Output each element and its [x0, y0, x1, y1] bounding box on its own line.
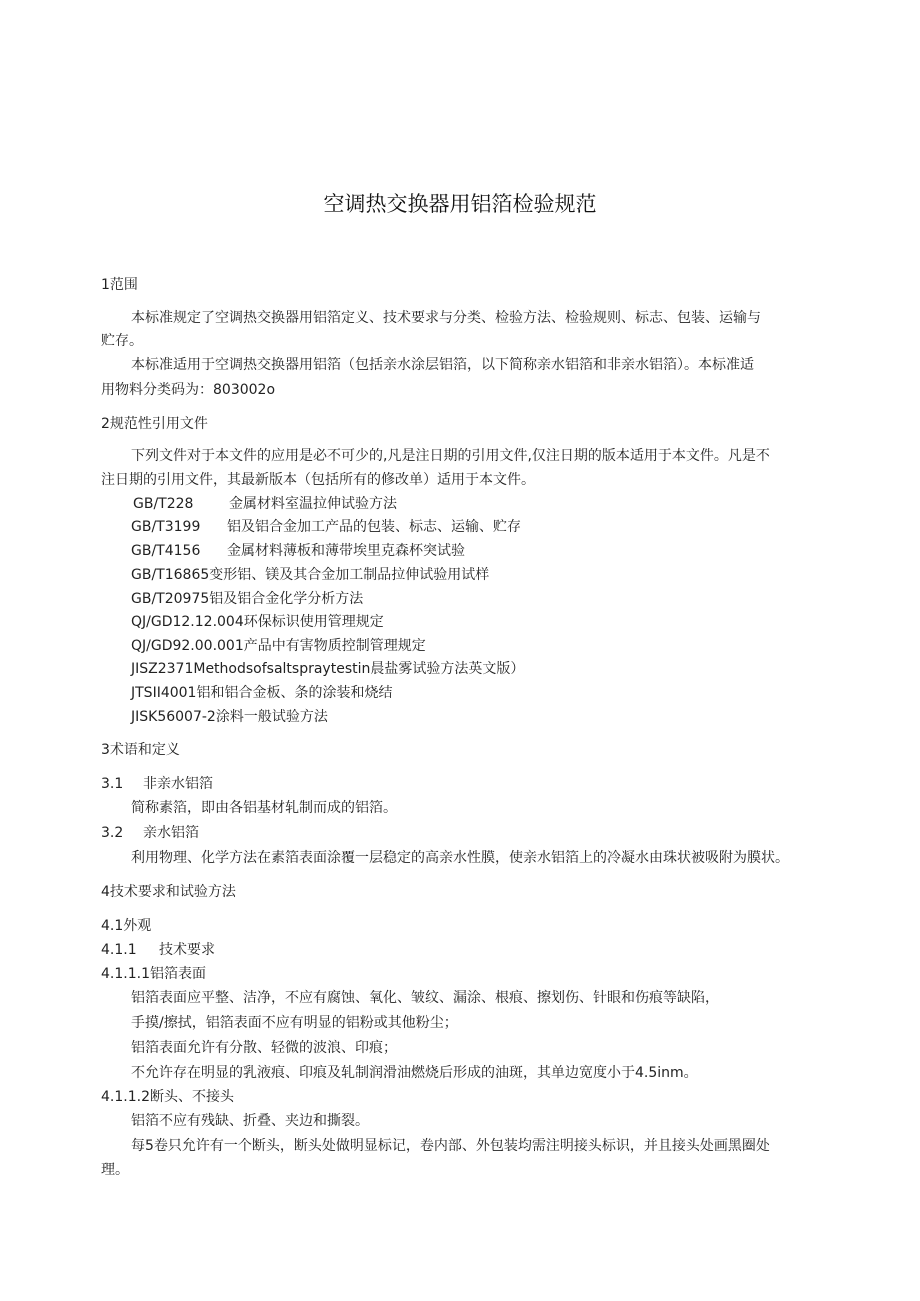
s2-paragraph-line-1: 下列文件对于本文件的应用是必不可少的,凡是注日期的引用文件,仅注日期的版本适用于本文件。凡是不	[131, 448, 770, 464]
section-1-heading: 1范围	[101, 277, 138, 293]
break-requirement: 铝箔不应有残缺、折叠、夹边和撕裂。	[131, 1113, 369, 1129]
subsection-4-1-heading: 4.1外观	[101, 918, 152, 934]
reference-item: QJ/GD12.12.004环保标识使用管理规定	[131, 614, 384, 630]
reference-item	[133, 495, 733, 513]
reference-code: GB/T228	[133, 496, 194, 512]
surface-requirement: 手摸/擦拭，铝箔表面不应有明显的铝粉或其他粉尘；	[131, 1015, 458, 1031]
s1-paragraph-1-line-2: 贮存。	[101, 333, 143, 349]
reference-title: 金属材料室温拉伸试验方法	[229, 496, 397, 512]
reference-code: GB/T4156	[131, 543, 201, 559]
reference-item	[131, 518, 731, 536]
reference-item: GB/T20975铝及铝合金化学分析方法	[131, 591, 364, 607]
definition-text: 简称素箔，即由各铝基材轧制而成的铝箔。	[131, 800, 397, 816]
break-requirement-line-2: 理。	[101, 1162, 129, 1178]
reference-title: 金属材料薄板和薄带埃里克森杯突试验	[227, 543, 465, 559]
s1-paragraph-1-line-1: 本标准规定了空调热交换器用铝箔定义、技术要求与分类、检验方法、检验规则、标志、包装、运输与	[131, 310, 761, 326]
subsection-4-1-1-number: 4.1.1	[101, 942, 137, 958]
subsection-4-1-1-1-heading: 4.1.1.1铝箔表面	[101, 966, 206, 982]
definition-term: 非亲水铝箔	[143, 776, 213, 792]
definition-text: 利用物理、化学方法在素箔表面涂覆一层稳定的高亲水性膜，使亲水铝箔上的冷凝水由珠状被吸附为膜状。	[131, 850, 789, 866]
surface-requirement: 铝箔表面允许有分散、轻微的波浪、印痕；	[131, 1040, 397, 1056]
reference-title: 铝及铝合金加工产品的包装、标志、运输、贮存	[227, 519, 521, 535]
definition-number: 3.2	[101, 825, 124, 841]
reference-item	[131, 542, 731, 560]
section-2-heading: 2规范性引用文件	[101, 416, 208, 432]
reference-item: QJ/GD92.00.001产品中有害物质控制管理规定	[131, 638, 426, 654]
section-3-heading: 3术语和定义	[101, 742, 180, 758]
break-requirement-line-1: 每5卷只允许有一个断头，断头处做明显标记，卷内部、外包装均需注明接头标识，并且接头处画黑圈处	[131, 1138, 770, 1154]
document-title: 空调热交换器用铝箔检验规范	[323, 192, 597, 216]
definition-term: 亲水铝箔	[143, 825, 199, 841]
reference-item: JISK56007-2涂料一般试验方法	[131, 709, 328, 725]
reference-item: JISZ2371Methodsofsaltspraytestin晨盐雾试验方法英文版）	[131, 661, 525, 677]
s2-paragraph-line-2: 注日期的引用文件，其最新版本（包括所有的修改单）适用于本文件。	[101, 472, 535, 488]
s1-paragraph-2-line-2: 用物料分类码为：803002o	[101, 382, 276, 398]
reference-item: JTSII4001铝和铝合金板、条的涂装和烧结	[131, 685, 393, 701]
subsection-4-1-1-title: 技术要求	[159, 942, 215, 958]
reference-code: GB/T3199	[131, 519, 201, 535]
s1-paragraph-2-line-1: 本标准适用于空调热交换器用铝箔（包括亲水涂层铝箔，以下简称亲水铝箔和非亲水铝箔）。本标准适	[131, 357, 754, 373]
surface-requirement: 不允许存在明显的乳液痕、印痕及轧制润滑油燃烧后形成的油斑，其单边宽度小于4.5inm。	[131, 1065, 698, 1081]
subsection-4-1-1-2-heading: 4.1.1.2断头、不接头	[101, 1089, 234, 1105]
surface-requirement: 铝箔表面应平整、洁净，不应有腐蚀、氧化、皱纹、漏涂、根痕、擦划伤、针眼和伤痕等缺陷，	[131, 990, 719, 1006]
definition-number: 3.1	[101, 776, 124, 792]
section-4-heading: 4技术要求和试验方法	[101, 884, 236, 900]
reference-item: GB/T16865变形铝、镁及其合金加工制品拉伸试验用试样	[131, 567, 490, 583]
